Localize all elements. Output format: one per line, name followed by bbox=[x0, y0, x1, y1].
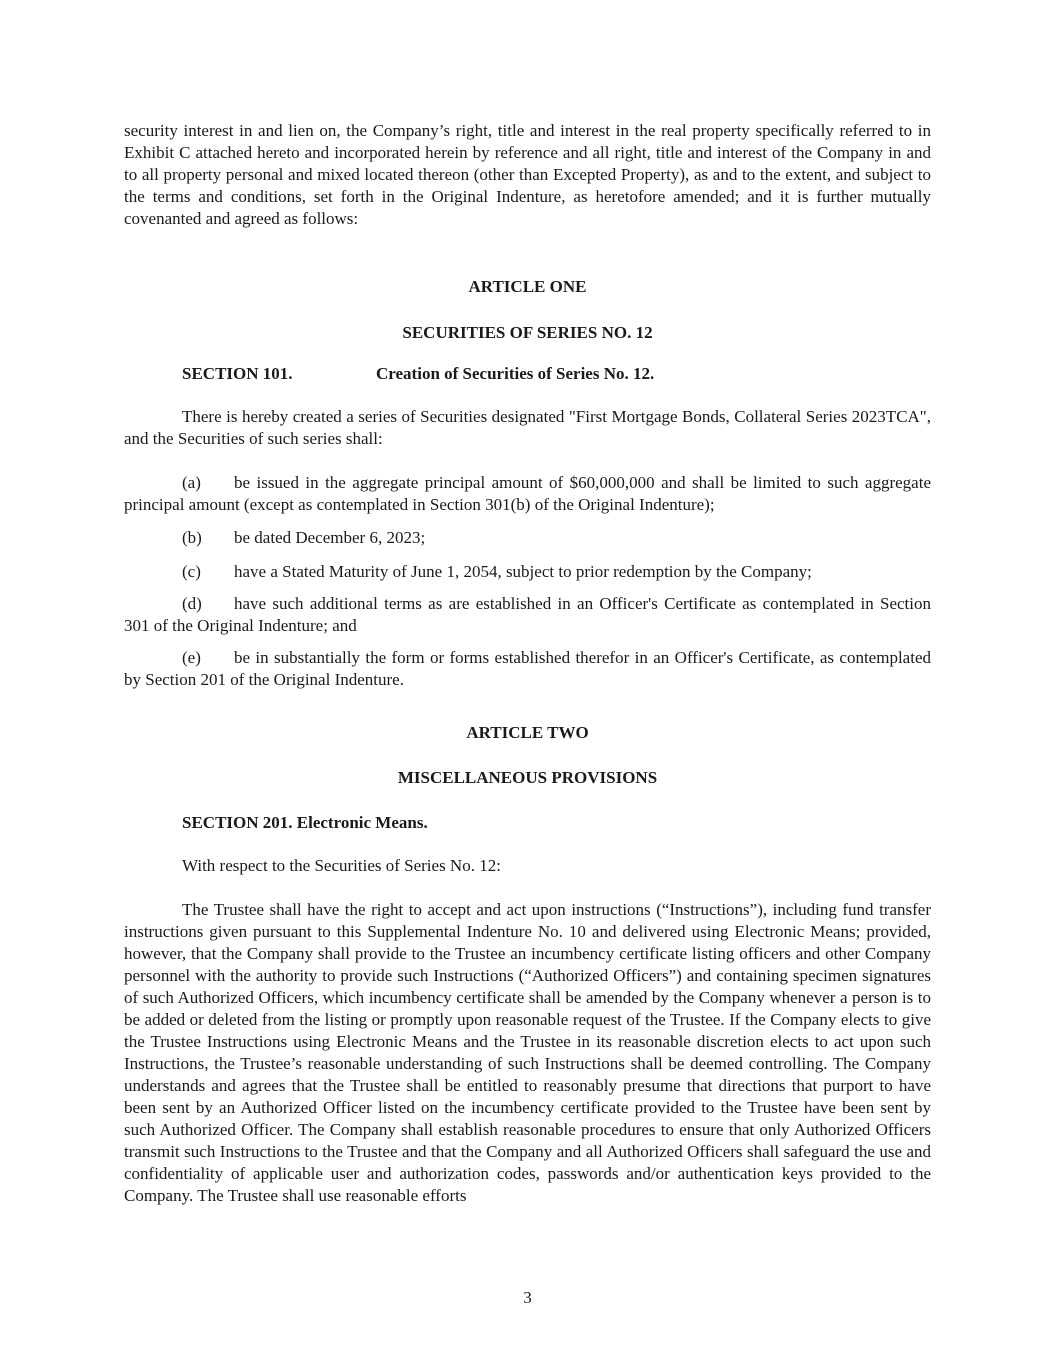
list-item-c-text: have a Stated Maturity of June 1, 2054, subject to prior redemption by the Company; bbox=[234, 562, 812, 581]
article-two-subheading: MISCELLANEOUS PROVISIONS bbox=[397, 768, 658, 787]
list-item-e-text: be in substantially the form or forms established therefor in an Officer's Certificate, as contemplated by Section 201 of the Original Indenture. bbox=[124, 648, 931, 689]
with-respect-paragraph: With respect to the Securities of Series No. 12: bbox=[182, 856, 501, 875]
series-creation-paragraph: There is hereby created a series of Securities designated "First Mortgage Bonds, Collateral Series 2023TCA", and the Securities of such series shall: bbox=[124, 407, 931, 448]
article-one-heading: ARTICLE ONE bbox=[468, 277, 587, 296]
list-item-a-text: be issued in the aggregate principal amount of $60,000,000 and shall be limited to such aggregate principal amount (except as contemplated in Section 301(b) of the Original Indenture); bbox=[124, 473, 931, 514]
section-101-heading bbox=[124, 363, 931, 385]
list-item-d-label: (d) bbox=[182, 594, 202, 613]
section-101-title: Creation of Securities of Series No. 12. bbox=[376, 364, 655, 383]
list-item-d-text: have such additional terms as are established in an Officer's Certificate as contemplated in Section 301 of the Original Indenture; and bbox=[124, 594, 931, 635]
list-item-d bbox=[124, 593, 931, 637]
electronic-means-body-paragraph: The Trustee shall have the right to accept and act upon instructions (“Instructions”), including fund transfer instructions given pursuant to this Supplemental Indenture No. 10 and delivered using Electronic Means; provided, however, that the Company shall provide to the Trustee an incumbency certificate listing officers and other Company personnel with the authority to provide such Instructions (“Authorized Officers”) and containing specimen signatures of such Authorized Officers, which incumbency certificate shall be amended by the Company whenever a person is to be added or deleted from the listing or promptly upon reasonable request of the Trustee. If the Company elects to give the Trustee Instructions using Electronic Means and the Trustee in its reasonable discretion elects to act upon such Instructions, the Trustee’s reasonable understanding of such Instructions shall be deemed controlling. The Company understands and agrees that the Trustee shall be entitled to reasonably presume that directions that purport to have been sent by an Authorized Officer listed on the incumbency certificate provided to the Trustee have been sent by such Authorized Officer. The Company shall establish reasonable procedures to ensure that only Authorized Officers transmit such Instructions to the Trustee and that the Company and all Authorized Officers shall safeguard the use and confidentiality of applicable user and authorization codes, passwords and/or authentication keys provided to the Company. The Trustee shall use reasonable efforts bbox=[124, 900, 931, 1205]
section-201-heading: SECTION 201. Electronic Means. bbox=[182, 813, 428, 832]
list-item-c bbox=[124, 561, 931, 583]
list-item-b bbox=[124, 527, 931, 549]
section-101-label: SECTION 101. bbox=[182, 364, 293, 383]
list-item-a-label: (a) bbox=[182, 473, 201, 492]
list-item-e bbox=[124, 647, 931, 691]
list-item-b-text: be dated December 6, 2023; bbox=[234, 528, 426, 547]
article-one-subheading: SECURITIES OF SERIES NO. 12 bbox=[402, 323, 653, 342]
list-item-c-label: (c) bbox=[182, 562, 201, 581]
list-item-e-label: (e) bbox=[182, 648, 201, 667]
page-number: 3 bbox=[523, 1288, 532, 1307]
list-item-a bbox=[124, 472, 931, 516]
article-two-heading: ARTICLE TWO bbox=[466, 723, 589, 742]
intro-paragraph: security interest in and lien on, the Company’s right, title and interest in the real property specifically referred to in Exhibit C attached hereto and incorporated herein by reference and all right, title and interest of the Company in and to all property personal and mixed located thereon (other than Excepted Property), as and to the extent, and subject to the terms and conditions, set forth in the Original Indenture, as heretofore amended; and it is further mutually covenanted and agreed as follows: bbox=[124, 121, 931, 228]
list-item-b-label: (b) bbox=[182, 528, 202, 547]
